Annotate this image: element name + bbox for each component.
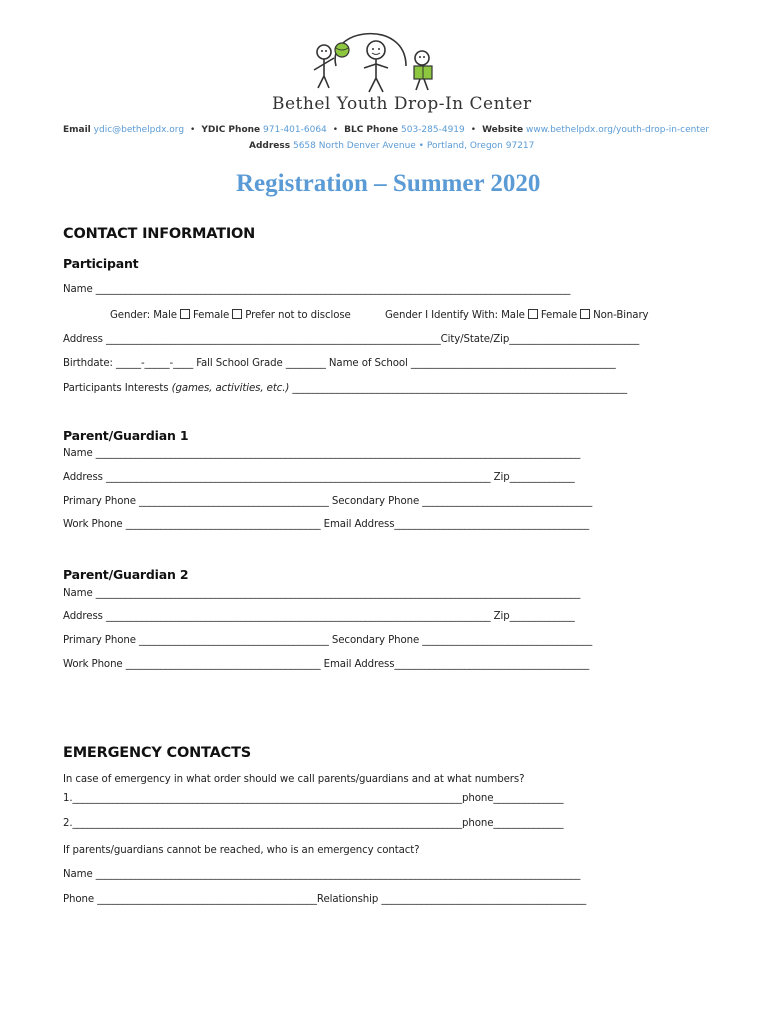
- emergency-contact-2-field[interactable]: 2.______________________________________________________________________________phone______________: [63, 818, 564, 829]
- identity-nonbinary-label: Non-Binary: [593, 310, 649, 321]
- guardian1-name-field[interactable]: Name _________________________________________________________________________________________________: [63, 448, 581, 459]
- blc-phone-label: BLC Phone: [344, 125, 399, 135]
- separator-dot: •: [332, 125, 339, 135]
- header-address-line: [249, 141, 534, 151]
- gender-prefer-label: Prefer not to disclose: [245, 310, 351, 321]
- emergency-heading: EMERGENCY CONTACTS: [63, 745, 252, 761]
- gender-female-checkbox[interactable]: [232, 309, 242, 319]
- interests-label: Participants Interests: [63, 383, 172, 394]
- interests-field[interactable]: [63, 383, 627, 394]
- contact-heading: CONTACT INFORMATION: [63, 226, 256, 242]
- guardian2-address-field[interactable]: Address _____________________________________________________________________________ Zip_____________: [63, 611, 575, 622]
- guardian2-phone-field[interactable]: Primary Phone ______________________________________ Secondary Phone __________________________________: [63, 635, 593, 646]
- gender-label: Gender: Male: [110, 310, 177, 321]
- birthdate-field[interactable]: Birthdate: _____-_____-____ Fall School Grade ________ Name of School _________________________________________: [63, 358, 616, 369]
- website-label: Website: [482, 125, 524, 135]
- participant-address-field[interactable]: Address ___________________________________________________________________City/State/Zip__________________________: [63, 334, 640, 345]
- identity-female-label: Female: [540, 310, 578, 321]
- emergency-phone-field[interactable]: Phone ____________________________________________Relationship _________________________________________: [63, 894, 587, 905]
- identity-male-checkbox[interactable]: [528, 309, 538, 319]
- interests-hint: (games, activities, etc.): [171, 383, 290, 394]
- guardian2-name-field[interactable]: Name _________________________________________________________________________________________________: [63, 588, 581, 599]
- guardian1-work-field[interactable]: Work Phone _______________________________________ Email Address_______________________________________: [63, 519, 590, 530]
- gender-female-label: Female: [192, 310, 230, 321]
- emergency-question: In case of emergency in what order should we call parents/guardians and at what numbers?: [63, 774, 525, 785]
- participant-name-field[interactable]: Name _______________________________________________________________________________________________: [63, 284, 571, 295]
- email-link[interactable]: ydic@bethelpdx.org: [93, 125, 185, 135]
- interests-line: ___________________________________________________________________: [289, 383, 627, 394]
- ydic-phone-label: YDIC Phone: [201, 125, 261, 135]
- email-label: Email: [63, 125, 91, 135]
- website-link[interactable]: www.bethelpdx.org/youth-drop-in-center: [525, 125, 710, 135]
- guardian2-work-field[interactable]: Work Phone _______________________________________ Email Address_______________________________________: [63, 659, 590, 670]
- header-contact-line: [63, 125, 709, 135]
- gender-identity-row: [385, 309, 648, 321]
- emergency-contact-1-field[interactable]: 1.______________________________________________________________________________phone______________: [63, 793, 564, 804]
- ydic-phone-value: 971-401-6064: [263, 125, 327, 135]
- kids-illustration-icon: [296, 28, 466, 98]
- gender-male-checkbox[interactable]: [180, 309, 190, 319]
- address-value: 5658 North Denver Avenue • Portland, Oregon 97217: [292, 141, 535, 151]
- guardian1-phone-field[interactable]: Primary Phone ______________________________________ Secondary Phone __________________________________: [63, 496, 593, 507]
- guardian1-address-field[interactable]: Address _____________________________________________________________________________ Zip_____________: [63, 472, 575, 483]
- brand-name: Bethel Youth Drop-In Center: [272, 94, 532, 114]
- emergency-question-2: If parents/guardians cannot be reached, who is an emergency contact?: [63, 845, 420, 856]
- blc-phone-value: 503-285-4919: [401, 125, 465, 135]
- emergency-name-field[interactable]: Name _________________________________________________________________________________________________: [63, 869, 581, 880]
- page-title: Registration – Summer 2020: [236, 170, 541, 197]
- gender-row: [110, 309, 351, 321]
- guardian2-heading: Parent/Guardian 2: [63, 567, 189, 582]
- participant-heading: Participant: [63, 256, 139, 271]
- separator-dot: •: [190, 125, 196, 135]
- separator-dot: •: [470, 125, 477, 135]
- identity-female-checkbox[interactable]: [580, 309, 590, 319]
- identity-label: Gender I Identify With: Male: [385, 310, 525, 321]
- guardian1-heading: Parent/Guardian 1: [63, 428, 189, 443]
- address-label: Address: [249, 141, 291, 151]
- logo: [296, 28, 466, 98]
